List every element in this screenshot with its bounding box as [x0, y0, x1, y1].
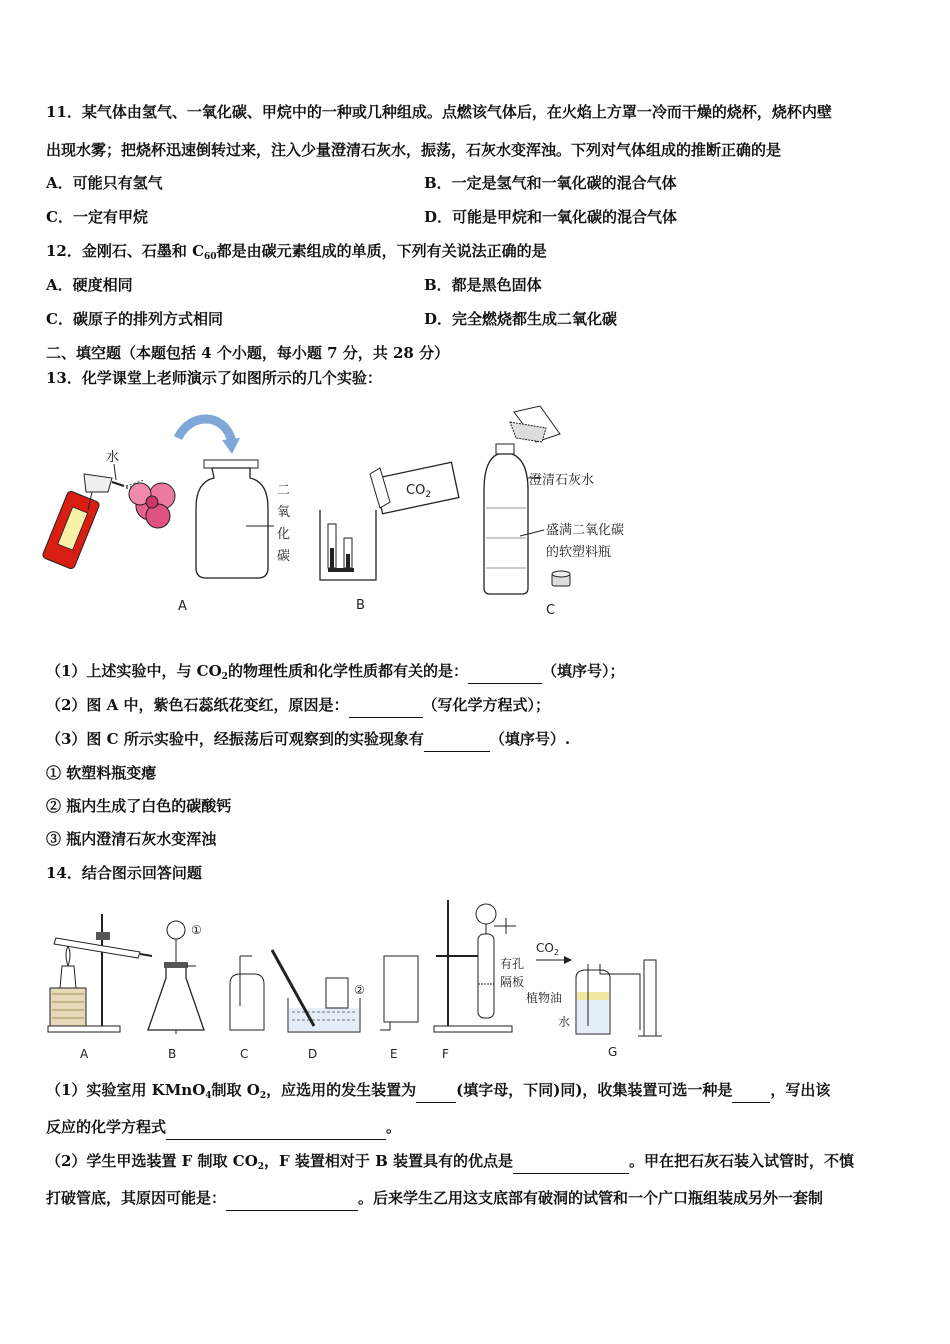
q13-figure	[40, 398, 680, 626]
q13-part3	[46, 729, 570, 752]
q14-p2-a: （2）学生甲选装置 F 制取 CO	[46, 1152, 258, 1170]
q14-label-water: 水	[558, 1015, 571, 1029]
q12-option-c: C．碳原子的排列方式相同	[46, 310, 223, 328]
q12-stem-sub: 60	[204, 252, 217, 262]
q13-p3-pre: （3）图 C 所示实验中，经振荡后可观察到的实验现象有	[46, 730, 424, 748]
curved-arrow-icon	[178, 419, 232, 442]
q14-p1-blank-2[interactable]	[732, 1082, 770, 1103]
label-co2-b: $CO_2$	[406, 483, 432, 500]
q12-option-b: B．都是黑色固体	[424, 276, 542, 294]
apparatus-a-icon	[48, 914, 152, 1032]
q11-options-cd	[46, 207, 678, 227]
q11-option-a: A．可能只有氢气	[46, 174, 163, 192]
q14-mark-1: ①	[191, 923, 202, 937]
q12-stem	[46, 241, 547, 267]
q14-p1-c: ，应选用的发生装置为	[266, 1081, 417, 1099]
apparatus-e-icon	[380, 956, 418, 1030]
q14-part2-line2	[46, 1188, 823, 1211]
q14-label-d: D	[308, 1047, 318, 1061]
q14-p2-c: 。甲在把石灰石装入试管时，不慎	[629, 1152, 855, 1170]
q13-p1-pre: （1）上述实验中，与 CO	[46, 662, 222, 680]
apparatus-c-icon	[230, 956, 264, 1030]
q13-p2-blank[interactable]	[349, 697, 423, 718]
q14-label-e: E	[390, 1047, 398, 1061]
gas-char-2: 氧	[277, 505, 291, 520]
q14-p1-a: （1）实验室用 KMnO	[46, 1081, 206, 1099]
apparatus-d-icon	[272, 950, 360, 1032]
beaker-icon	[320, 510, 376, 580]
q11-option-c: C．一定有甲烷	[46, 208, 148, 226]
q13-p1-sub: 2	[221, 672, 228, 682]
q13-part2	[46, 695, 550, 718]
q14-label-b: B	[168, 1047, 177, 1061]
q14-p1-blank-3[interactable]	[166, 1119, 386, 1140]
q14-p2-blank-2[interactable]	[226, 1190, 358, 1211]
q14-p1-d: (填字母，下同)同)，收集装置可选一种是	[456, 1081, 733, 1099]
label-water: 水	[106, 450, 120, 465]
q14-label-g: G	[608, 1045, 618, 1059]
q14-mark-2: ②	[354, 983, 365, 997]
flower-icon	[129, 483, 175, 528]
q13-p2-tail: （写化学方程式）；	[422, 696, 551, 714]
label-c: C	[546, 603, 556, 618]
arrow-head-icon	[222, 438, 240, 454]
q14-label-a: A	[80, 1047, 89, 1061]
q14-p1-e: ，写出该	[770, 1081, 831, 1099]
label-bottle-line1: 盛满二氧化碳	[546, 523, 625, 538]
q14-stem: 14．结合图示回答问题	[46, 864, 202, 882]
section-2-heading: 二、填空题（本题包括 4 个小题，每小题 7 分，共 28 分）	[46, 344, 450, 362]
q14-label-holes-1: 有孔	[500, 957, 525, 971]
gas-jar-icon	[196, 460, 268, 578]
q13-p1-post: 的物理性质和化学性质都有关的是：	[227, 662, 468, 680]
water-pointer-line	[114, 464, 116, 480]
q14-label-holes-2: 隔板	[500, 975, 525, 989]
q12-options-cd	[46, 309, 618, 329]
q13-p2-pre: （2）图 A 中，紫色石蕊纸花变红，原因是：	[46, 696, 349, 714]
q11-stem-line1: 11．某气体由氢气、一氧化碳、甲烷中的一种或几种组成。点燃该气体后，在火焰上方罩一冷而干燥的烧杯，烧杯内壁	[46, 103, 832, 121]
q14-p2-a-sub: 2	[257, 1162, 265, 1172]
q14-p1-b: 制取 O	[211, 1081, 260, 1099]
q14-part2-line1	[46, 1151, 854, 1177]
q11-option-b: B．一定是氢气和一氧化碳的混合气体	[424, 174, 677, 192]
q14-co2-arrow-head	[564, 956, 572, 964]
label-b: B	[356, 598, 365, 613]
q14-p1-blank-1[interactable]	[416, 1082, 456, 1103]
q13-p1-tail: （填序号）；	[541, 662, 625, 680]
q14-figure	[40, 894, 680, 1066]
q14-p1-b-sub: 2	[259, 1091, 267, 1101]
apparatus-g-icon	[576, 960, 662, 1036]
q13-p1-blank[interactable]	[468, 663, 542, 684]
q14-p1-a-sub: 4	[205, 1091, 212, 1101]
label-limewater: 澄清石灰水	[529, 473, 595, 488]
q12-stem-post: 都是由碳元素组成的单质，下列有关说法正确的是	[216, 242, 547, 260]
q14-p2-line2-end: 。后来学生乙用这支底部有破洞的试管和一个广口瓶组装成另外一套制	[358, 1189, 824, 1207]
spray-bottle-icon	[42, 474, 124, 570]
gas-char-3: 化	[277, 527, 291, 542]
q11-stem-line2: 出现水雾；把烧杯迅速倒转过来，注入少量澄清石灰水，振荡，石灰水变浑浊。下列对气体组成的推断正确的是	[46, 141, 782, 159]
q14-label-co2: $CO_2$	[536, 941, 559, 957]
q14-part1-line2	[46, 1117, 401, 1140]
q11-option-d: D．可能是甲烷和一氧化碳的混合气体	[424, 208, 678, 226]
q14-p2-blank-1[interactable]	[513, 1153, 629, 1174]
q12-options-ab	[46, 275, 542, 295]
q13-p3-blank[interactable]	[424, 731, 490, 752]
q14-p2-b: ，F 装置相对于 B 装置具有的优点是	[264, 1152, 514, 1170]
q13-p3-tail: （填序号）.	[489, 730, 571, 748]
q14-p2-line2: 打破管底，其原因可能是：	[46, 1189, 227, 1207]
q13-part1	[46, 661, 624, 687]
q13-option-2: ② 瓶内生成了白色的碳酸钙	[46, 797, 232, 815]
q14-part1-line1	[46, 1080, 830, 1106]
q13-option-3: ③ 瓶内澄清石灰水变浑浊	[46, 830, 217, 848]
bottle-cap-icon	[552, 571, 570, 586]
plastic-bottle-icon	[484, 444, 528, 594]
q14-p1-line2-end: 。	[386, 1118, 402, 1136]
q14-p1-line2: 反应的化学方程式	[46, 1118, 167, 1136]
label-a: A	[178, 599, 187, 614]
gas-char-1: 二	[277, 483, 291, 498]
q12-stem-pre: 12．金刚石、石墨和 C	[46, 242, 205, 260]
q14-label-f: F	[442, 1047, 449, 1061]
gas-char-4: 碳	[277, 549, 291, 564]
q13-option-1: ① 软塑料瓶变瘪	[46, 764, 157, 782]
q11-options-ab	[46, 173, 677, 193]
q13-stem: 13．化学课堂上老师演示了如图所示的几个实验：	[46, 369, 382, 387]
q14-label-c: C	[240, 1047, 249, 1061]
beaker-pour-icon	[510, 406, 560, 442]
apparatus-b-icon	[148, 921, 204, 1034]
q14-label-oil: 植物油	[526, 991, 563, 1005]
q12-option-a: A．硬度相同	[46, 276, 133, 294]
q12-option-d: D．完全燃烧都生成二氧化碳	[424, 310, 618, 328]
label-bottle-line2: 的软塑料瓶	[546, 545, 612, 560]
